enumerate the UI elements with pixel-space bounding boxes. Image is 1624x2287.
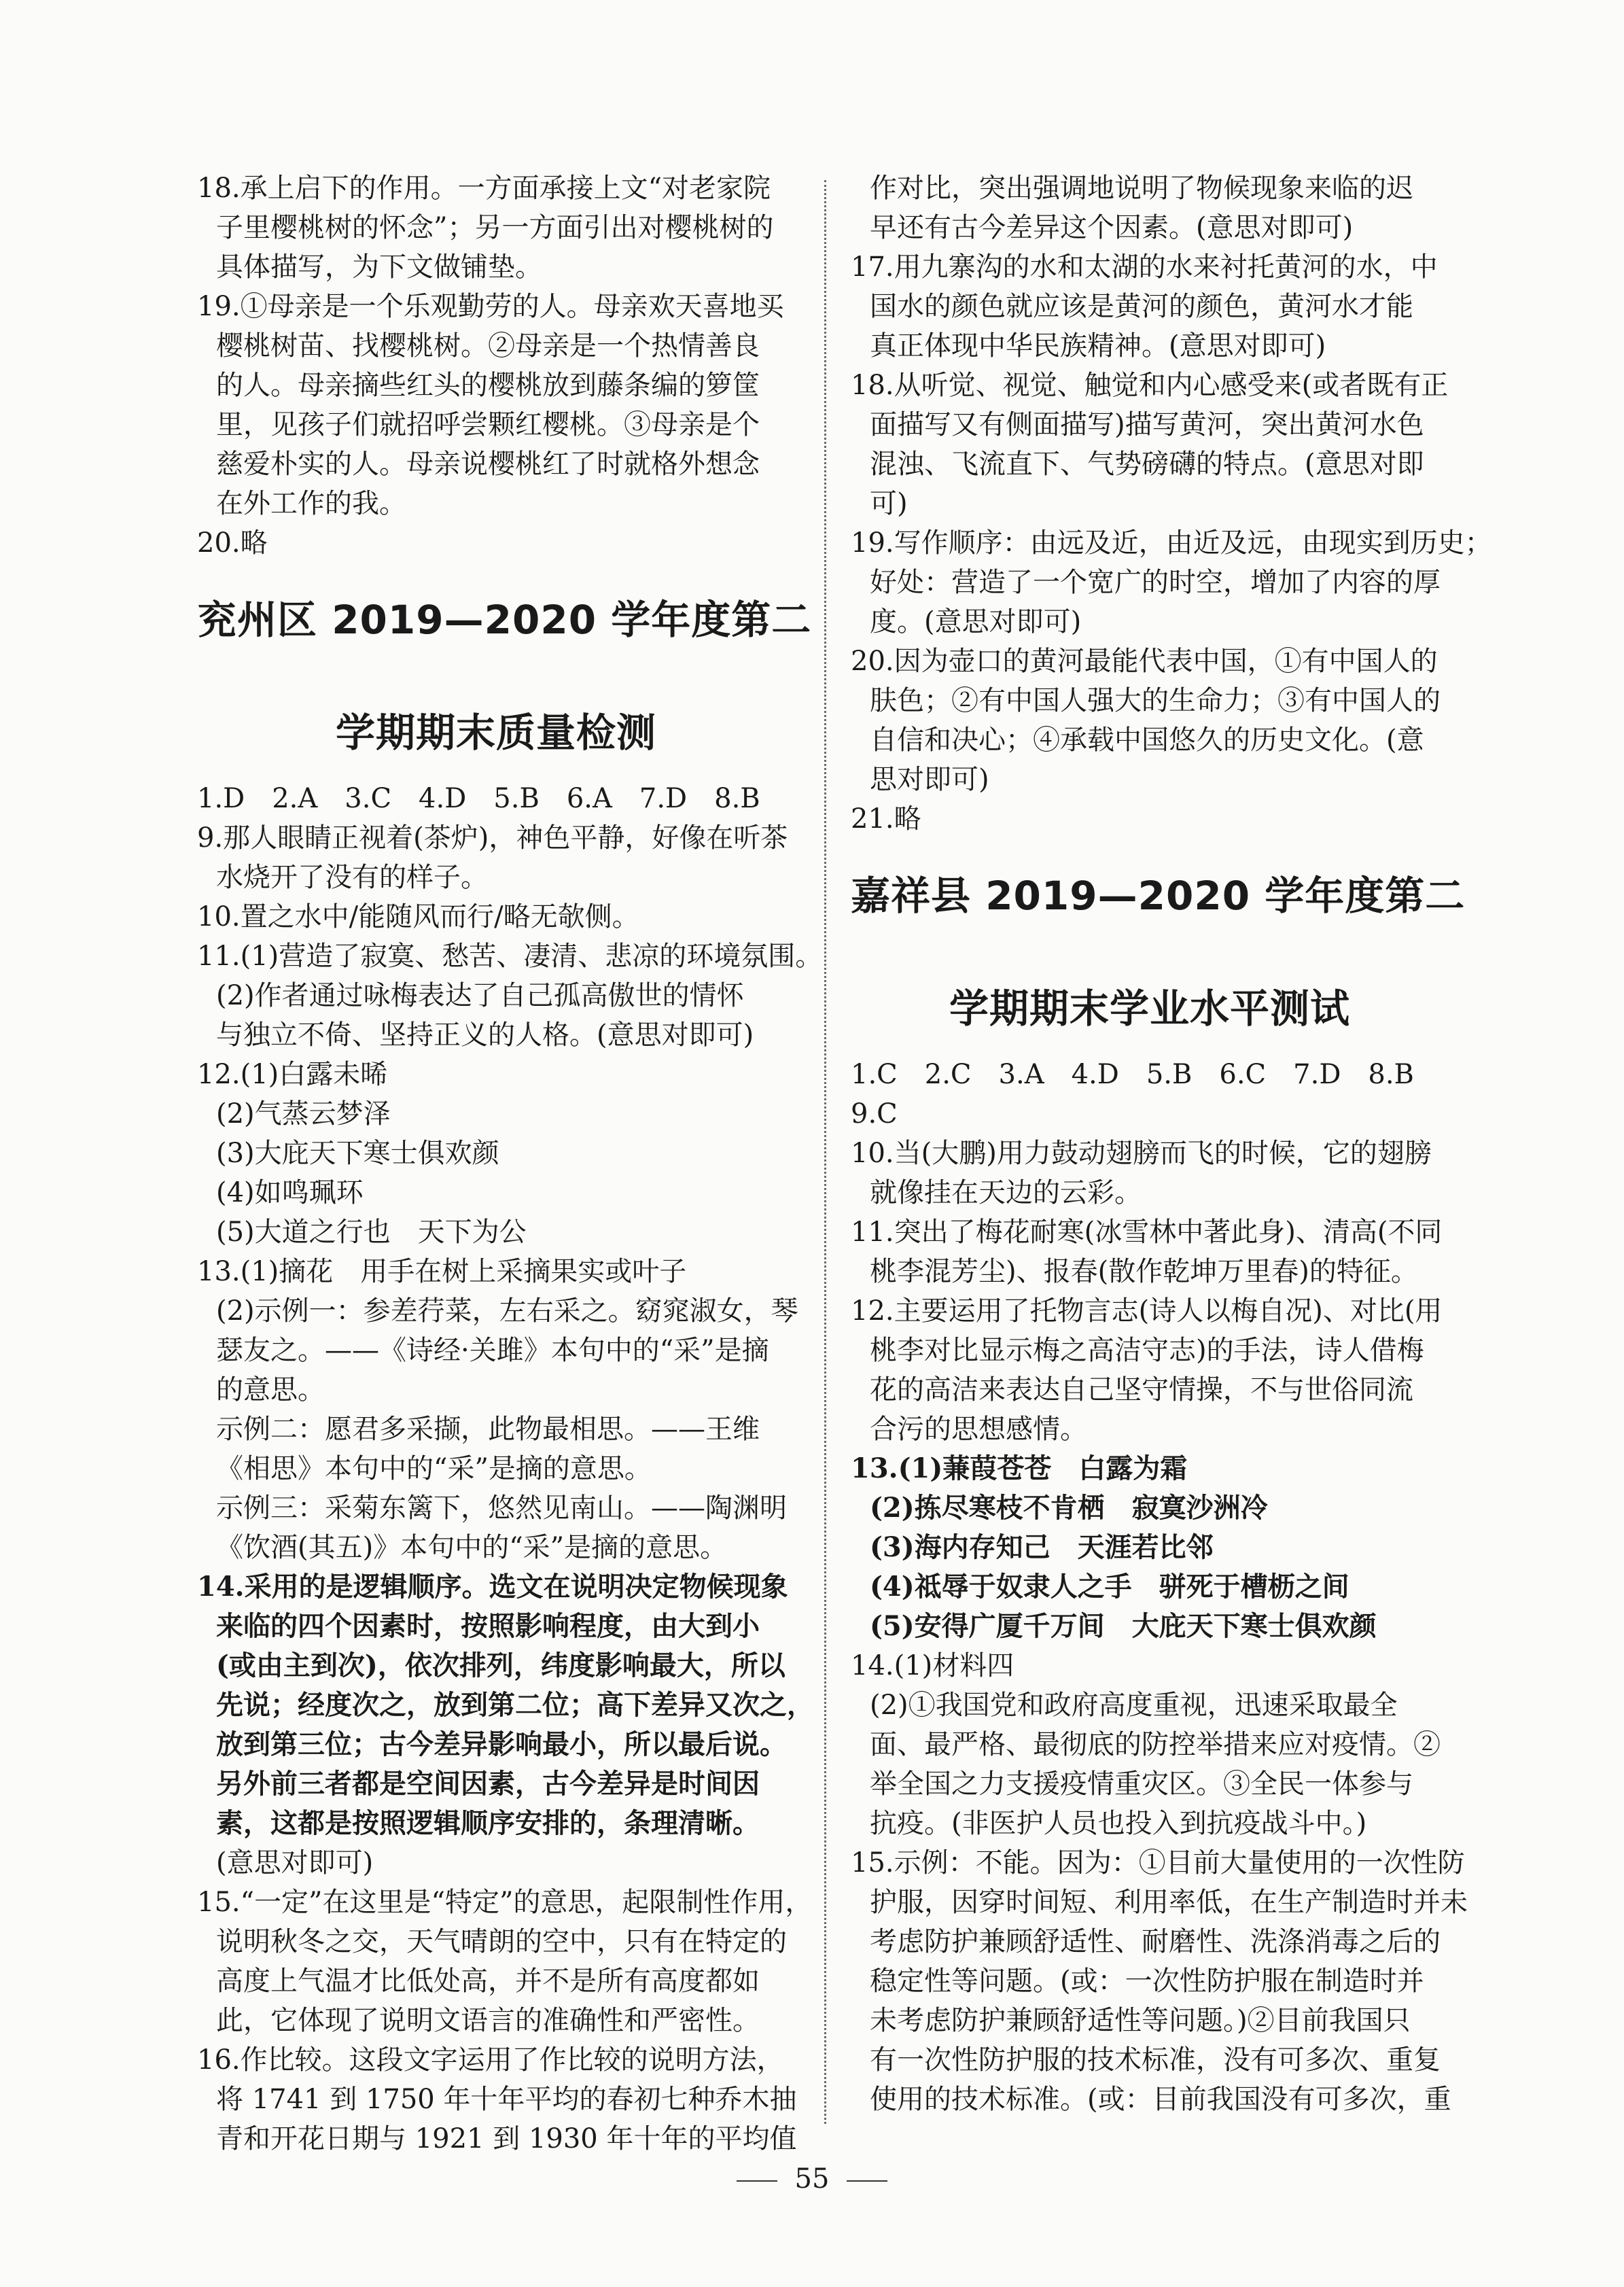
text-line: 水烧开了没有的样子。 bbox=[216, 862, 488, 893]
text-line: 《饮酒(其五)》本句中的“采”是摘的意思。 bbox=[216, 1532, 728, 1563]
text-line: 肤色；②有中国人强大的生命力；③有中国人的 bbox=[870, 685, 1441, 716]
text-line: 将 1741 到 1750 年十年平均的春初七种乔木抽 bbox=[216, 2084, 797, 2115]
text-line: 素，这都是按照逻辑顺序安排的，条理清晰。 bbox=[216, 1807, 760, 1839]
text-line: 里，见孩子们就招呼尝颗红樱桃。③母亲是个 bbox=[216, 409, 760, 440]
text-line: 作对比，突出强调地说明了物候现象来临的迟 bbox=[870, 173, 1413, 204]
footer-dash-right bbox=[847, 2180, 887, 2182]
page-footer bbox=[0, 2162, 1624, 2196]
text-line: 好处：营造了一个宽广的时空，增加了内容的厚 bbox=[870, 567, 1441, 598]
text-line: 15.“一定”在这里是“特定”的意思，起限制性作用， bbox=[197, 1887, 813, 1918]
text-line: 樱桃树苗、找樱桃树。②母亲是一个热情善良 bbox=[216, 330, 760, 362]
text-line: 可) bbox=[870, 488, 908, 519]
text-line: 20.略 bbox=[197, 527, 268, 559]
section-heading-yanzhou: 兖州区 2019—2020 学年度第二 bbox=[197, 597, 812, 643]
text-line: 面、最严格、最彻底的防控举措来应对疫情。② bbox=[870, 1729, 1441, 1760]
text-line: 青和开花日期与 1921 到 1930 年十年的平均值 bbox=[216, 2123, 797, 2154]
text-line: 使用的技术标准。(或：目前我国没有可多次，重 bbox=[870, 2084, 1451, 2115]
text-line: 此，它体现了说明文语言的准确性和严密性。 bbox=[216, 2005, 760, 2036]
text-line: 就像挂在天边的云彩。 bbox=[870, 1177, 1142, 1208]
text-line: 15.示例：不能。因为：①目前大量使用的一次性防 bbox=[851, 1847, 1465, 1879]
text-line: 11.(1)营造了寂寞、愁苦、凄清、悲凉的环境氛围。 bbox=[197, 941, 823, 972]
text-line: 慈爱朴实的人。母亲说樱桃红了时就格外想念 bbox=[216, 449, 760, 480]
page-number: 55 bbox=[794, 2163, 830, 2195]
text-line: 抗疫。(非医护人员也投入到抗疫战斗中。) bbox=[870, 1808, 1367, 1839]
text-line: (或由主到次)，依次排列，纬度影响最大，所以 bbox=[216, 1649, 785, 1681]
left-column bbox=[197, 169, 823, 2159]
text-line: 说明秋冬之交，天气晴朗的空中，只有在特定的 bbox=[216, 1926, 787, 1957]
text-line: 自信和决心；④承载中国悠久的历史文化。(意 bbox=[870, 724, 1424, 756]
text-line: 19.①母亲是一个乐观勤劳的人。母亲欢天喜地买 bbox=[197, 291, 784, 322]
text-line: 12.主要运用了托物言志(诗人以梅自况)、对比(用 bbox=[851, 1295, 1443, 1327]
text-line: (4)祗辱于奴隶人之手 骈死于槽枥之间 bbox=[870, 1571, 1349, 1603]
text-line: 16.作比较。这段文字运用了作比较的说明方法， bbox=[197, 2044, 784, 2076]
text-line: 18.承上启下的作用。一方面承接上文“对老家院 bbox=[197, 173, 771, 204]
text-line: 来临的四个因素时，按照影响程度，由大到小 bbox=[216, 1610, 760, 1642]
section-heading-jiaxiang: 嘉祥县 2019—2020 学年度第二 bbox=[851, 873, 1466, 919]
text-line: 14.采用的是逻辑顺序。选文在说明决定物候现象 bbox=[197, 1571, 788, 1603]
text-line: (5)安得广厦千万间 大庇天下寒士俱欢颜 bbox=[870, 1610, 1377, 1642]
text-line: 另外前三者都是空间因素，古今差异是时间因 bbox=[216, 1768, 760, 1800]
text-line: 高度上气温才比低处高，并不是所有高度都如 bbox=[216, 1966, 760, 1997]
text-line: 国水的颜色就应该是黄河的颜色，黄河水才能 bbox=[870, 291, 1413, 322]
text-line: 的意思。 bbox=[216, 1374, 325, 1406]
text-line: (4)如鸣珮环 bbox=[216, 1177, 364, 1208]
section-heading-jiaxiang-sub: 学期期末学业水平测试 bbox=[949, 985, 1350, 1032]
text-line: (意思对即可) bbox=[216, 1847, 374, 1879]
text-line: 9.C bbox=[851, 1098, 898, 1130]
text-line: 21.略 bbox=[851, 803, 921, 835]
text-line: 有一次性防护服的技术标准，没有可多次、重复 bbox=[870, 2044, 1441, 2076]
text-line: (2)气蒸云梦泽 bbox=[216, 1098, 391, 1130]
text-line: 1.C 2.C 3.A 4.D 5.B 6.C 7.D 8.B bbox=[851, 1059, 1414, 1090]
text-line: 14.(1)材料四 bbox=[851, 1650, 1014, 1681]
text-line: 早还有古今差异这个因素。(意思对即可) bbox=[870, 212, 1354, 243]
text-line: 1.D 2.A 3.C 4.D 5.B 6.A 7.D 8.B bbox=[197, 783, 760, 814]
text-line: 11.突出了梅花耐寒(冰雪林中著此身)、清高(不同 bbox=[851, 1217, 1443, 1248]
text-line: 面描写又有侧面描写)描写黄河，突出黄河水色 bbox=[870, 409, 1424, 440]
text-line: 与独立不倚、坚持正义的人格。(意思对即可) bbox=[216, 1019, 754, 1051]
text-line: 13.(1)摘花 用手在树上采摘果实或叶子 bbox=[197, 1256, 687, 1287]
text-line: 10.置之水中/能随风而行/略无欹侧。 bbox=[197, 901, 639, 932]
text-line: 17.用九寨沟的水和太湖的水来衬托黄河的水，中 bbox=[851, 251, 1438, 283]
text-line: 13.(1)蒹葭苍苍 白露为霜 bbox=[851, 1452, 1188, 1484]
text-line: 度。(意思对即可) bbox=[870, 606, 1082, 638]
text-line: 考虑防护兼顾舒适性、耐磨性、洗涤消毒之后的 bbox=[870, 1926, 1441, 1957]
text-line: 9.那人眼睛正视着(茶炉)，神色平静，好像在听茶 bbox=[197, 822, 788, 854]
text-line: 桃李对比显示梅之高洁守志)的手法，诗人借梅 bbox=[870, 1335, 1424, 1366]
text-line: 18.从听觉、视觉、触觉和内心感受来(或者既有正 bbox=[851, 370, 1449, 401]
text-line: 子里樱桃树的怀念”；另一方面引出对樱桃树的 bbox=[216, 212, 774, 243]
text-line: (2)示例一：参差荇菜，左右采之。窈窕淑女，琴 bbox=[216, 1295, 798, 1327]
text-line: 先说；经度次之，放到第二位；高下差异又次之， bbox=[216, 1689, 814, 1721]
text-line: 10.当(大鹏)用力鼓动翅膀而飞的时候，它的翅膀 bbox=[851, 1138, 1432, 1169]
text-line: 花的高洁来表达自己坚守情操，不与世俗同流 bbox=[870, 1374, 1413, 1406]
text-line: (3)海内存知己 天涯若比邻 bbox=[870, 1531, 1214, 1563]
text-line: (5)大道之行也 天下为公 bbox=[216, 1217, 527, 1248]
footer-dash-left bbox=[737, 2180, 777, 2182]
column-divider bbox=[824, 180, 826, 2124]
text-line: 的人。母亲摘些红头的樱桃放到藤条编的箩筐 bbox=[216, 370, 760, 401]
text-line: 在外工作的我。 bbox=[216, 488, 406, 519]
text-line: (2)拣尽寒枝不肯栖 寂寞沙洲冷 bbox=[870, 1492, 1268, 1524]
text-line: 示例二：愿君多采撷，此物最相思。——王维 bbox=[216, 1414, 760, 1445]
text-line: (3)大庇天下寒士俱欢颜 bbox=[216, 1138, 499, 1169]
text-line: 混浊、飞流直下、气势磅礴的特点。(意思对即 bbox=[870, 449, 1424, 480]
text-line: 真正体现中华民族精神。(意思对即可) bbox=[870, 330, 1326, 362]
text-line: 瑟友之。——《诗经·关雎》本句中的“采”是摘 bbox=[216, 1335, 769, 1366]
text-line: 合污的思想感情。 bbox=[870, 1414, 1087, 1445]
right-column bbox=[851, 169, 1492, 2119]
text-line: 20.因为壶口的黄河最能代表中国，①有中国人的 bbox=[851, 646, 1438, 677]
text-line: 示例三：采菊东篱下，悠然见南山。——陶渊明 bbox=[216, 1492, 787, 1524]
text-line: (2)作者通过咏梅表达了自己孤高傲世的情怀 bbox=[216, 980, 744, 1011]
text-line: 未考虑防护兼顾舒适性等问题。)②目前我国只 bbox=[870, 2005, 1411, 2036]
text-line: 护服，因穿时间短、利用率低，在生产制造时并未 bbox=[870, 1887, 1468, 1918]
text-line: 《相思》本句中的“采”是摘的意思。 bbox=[216, 1453, 652, 1484]
text-line: 具体描写，为下文做铺垫。 bbox=[216, 251, 542, 283]
text-line: 稳定性等问题。(或：一次性防护服在制造时并 bbox=[870, 1966, 1424, 1997]
text-line: 思对即可) bbox=[870, 764, 989, 795]
text-line: 12.(1)白露未晞 bbox=[197, 1059, 388, 1090]
text-line: 19.写作顺序：由远及近，由近及远，由现实到历史； bbox=[851, 527, 1492, 559]
text-line: 举全国之力支援疫情重灾区。③全民一体参与 bbox=[870, 1768, 1413, 1800]
text-line: (2)①我国党和政府高度重视，迅速采取最全 bbox=[870, 1690, 1398, 1721]
text-line: 桃李混芳尘)、报春(散作乾坤万里春)的特征。 bbox=[870, 1256, 1418, 1287]
text-line: 放到第三位；古今差异影响最小，所以最后说。 bbox=[216, 1728, 787, 1760]
section-heading-yanzhou-sub: 学期期末质量检测 bbox=[335, 710, 656, 756]
